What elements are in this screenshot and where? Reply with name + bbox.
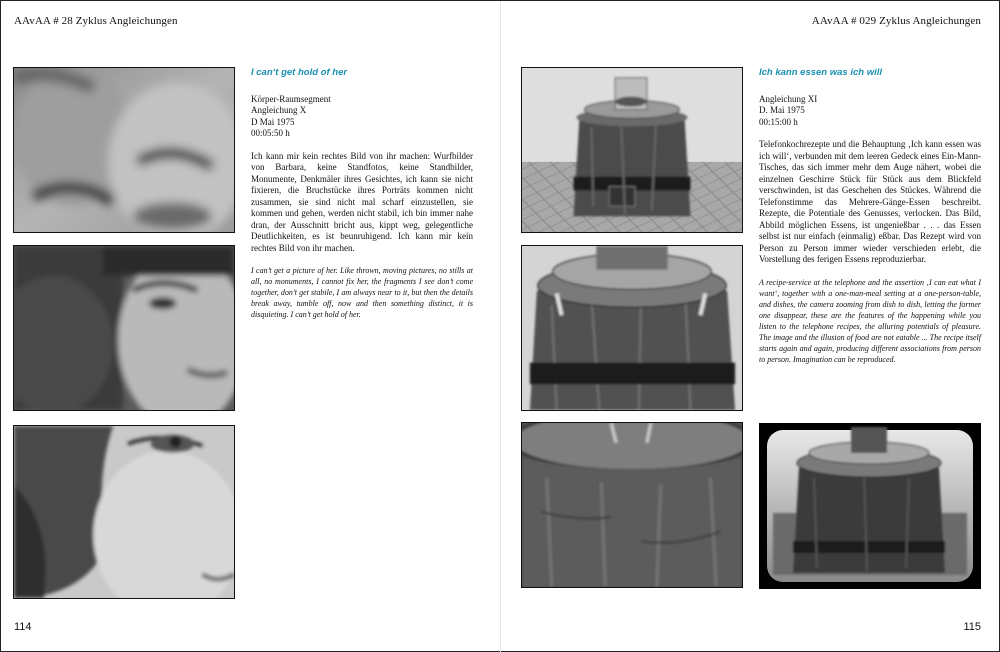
stump-table-setting-photo	[521, 67, 743, 233]
left-meta	[251, 94, 473, 140]
right-text-column	[759, 67, 981, 365]
stump-plates-closeup-photo	[521, 245, 743, 411]
face-eye-closeup-photo	[13, 425, 235, 599]
right-english-paragraph: A recipe-service at the telephone and the assertion ‚I can eat what I want‘, together with a one-man-meal setting at a one-person-table, and dishes, the camera zooming from dish to dish, letting the former one disappear, these are the features of the happening while you listen to the telephone recipes, the alluring potentials of pleasure. The image and the illusion of food are not eatable ... The recipe itself starts again and again, producing different associations from person to person. Imagination can be reproduced.	[759, 277, 981, 364]
stump-glass-closeup-photo	[521, 422, 743, 588]
right-title: Ich kann essen was ich will	[759, 67, 883, 78]
right-meta	[759, 94, 981, 129]
left-meta-line: D Mai 1975	[251, 116, 295, 127]
left-text-column	[251, 67, 473, 320]
left-page-number: 114	[14, 621, 32, 633]
left-meta-line: Körper-Raumsegment	[251, 93, 331, 104]
left-german-paragraph: Ich kann mir kein rechtes Bild von ihr machen: Wurfbilder von Barbara, keine Standfotos, keine Standbilder, Monumente, Denkmäler ihres Gesichtes, ich kann sie nicht fixieren, die Bruchstücke ihres Porträts kommen nicht zusammen, sie sind nicht mal scharf einzustellen, sie kommen und gehen, werden nicht stabil, ich bin immer nahe dran, der Ausschnitt bricht aus, kippt weg, gelegentliche Deutlichkeiten, es ist beunruhigend. Ich kann mir kein rechtes Bild von ihr machen.	[251, 150, 473, 253]
left-meta-line: Angleichung X	[251, 105, 307, 115]
right-german-paragraph: Telefonkochrezepte und die Behauptung ‚Ich kann essen was ich will‘, verbunden mit dem leeren Gedeck eines Ein-Mann-Tisches, das sich immer mehr dem Auge nähert, wobei die einzelnen Geschirre Stück für Stück aus dem Blickfeld verschwinden, ist das Geschehen des Stückes. Während die Telefonstimme das Mehrere-Gänge-Essen beschreibt. Rezepte, die Potentiale des Genusses, verlocken. Das Bild, Abbild möglichen Essens, ist ungenießbar . . . das Essen selbst ist nur einfach (einmalig) eßbar. Das Rezept wird von Person zu Person immer wieder verschieden erlebt, die Vorstellung des ferigen Essens reproduzierbar.	[759, 139, 981, 264]
left-meta-line: 00:05:50 h	[251, 128, 290, 138]
right-page-number: 115	[963, 621, 981, 633]
right-meta-line: D. Mai 1975	[759, 105, 805, 115]
page-gutter	[500, 1, 501, 652]
left-running-head: AAvAA # 28 Zyklus Angleichungen	[14, 15, 178, 27]
face-blurred-closeup-photo	[13, 67, 235, 233]
right-running-head: AAvAA # 029 Zyklus Angleichungen	[811, 15, 981, 27]
left-title: I can‘t get hold of her	[251, 67, 348, 78]
face-half-profile-photo	[13, 245, 235, 411]
right-meta-line: 00:15:00 h	[759, 116, 798, 127]
tv-screen-stump-photo	[759, 423, 981, 589]
right-meta-line: Angleichung XI	[759, 93, 818, 104]
left-english-paragraph: I can’t get a picture of her. Like thrown, moving pictures, no stills at all, no monuments, I cannot fix her, the fragments I see don’t come together, don’t get stabile, I am always near to it, but then the details break away, tumble off, now and then something distinct, it is disquieting. I can’t get hold of her.	[251, 266, 473, 319]
